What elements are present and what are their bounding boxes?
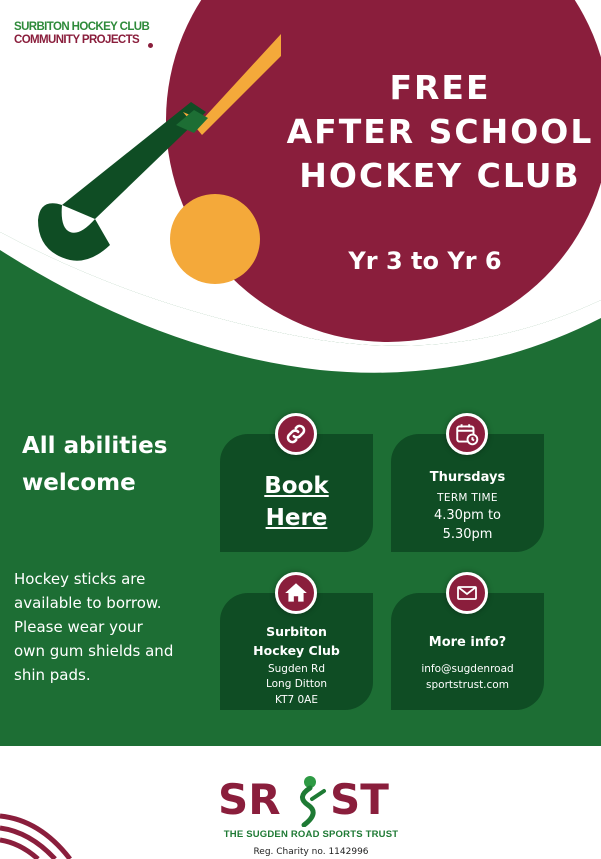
venue-name-line-1: Surbiton bbox=[266, 624, 327, 639]
venue-name-line-2: Hockey Club bbox=[253, 643, 340, 658]
equipment-info bbox=[14, 567, 214, 687]
contact-title: More info? bbox=[428, 635, 507, 650]
contact-email-line-2[interactable]: sportstrust.com bbox=[426, 679, 509, 691]
schedule-period: TERM TIME bbox=[437, 492, 498, 504]
equipment-line-1: Hockey sticks are bbox=[14, 570, 146, 588]
contact-email-line-1[interactable]: info@sugdenroad bbox=[421, 663, 514, 675]
schedule-time-start: 4.30pm to bbox=[433, 508, 502, 523]
venue-address-line-2: Long Ditton bbox=[265, 678, 328, 690]
abilities-line-2: welcome bbox=[22, 470, 136, 496]
year-range: Yr 3 to Yr 6 bbox=[348, 247, 502, 275]
equipment-line-4: own gum shields and bbox=[14, 642, 174, 660]
club-logo-line2: COMMUNITY PROJECTS bbox=[14, 34, 140, 46]
schedule-time-end: 5.30pm bbox=[442, 527, 493, 542]
book-here-link-line-2[interactable]: Here bbox=[265, 505, 328, 531]
calendar-clock-icon bbox=[446, 413, 488, 455]
title-line-2: AFTER SCHOOL bbox=[286, 112, 594, 151]
trust-name: THE SUGDEN ROAD SPORTS TRUST bbox=[223, 829, 399, 840]
abilities-line-1: All abilities bbox=[22, 433, 168, 459]
equipment-line-2: available to borrow. bbox=[14, 594, 162, 612]
club-logo-dot bbox=[148, 43, 153, 48]
equipment-line-5: shin pads. bbox=[14, 666, 91, 684]
corner-arcs bbox=[0, 816, 70, 859]
venue-address-line-1: Sugden Rd bbox=[267, 663, 326, 675]
link-icon[interactable] bbox=[275, 413, 317, 455]
venue-postcode: KT7 0AE bbox=[275, 694, 318, 706]
equipment-line-3: Please wear your bbox=[14, 618, 143, 636]
trust-logo bbox=[218, 775, 406, 825]
book-here-link-line-1[interactable]: Book bbox=[264, 473, 329, 499]
club-logo bbox=[10, 16, 159, 54]
hockey-ball bbox=[170, 194, 260, 284]
title-line-3: HOCKEY CLUB bbox=[299, 156, 581, 195]
title-line-1: FREE bbox=[389, 68, 491, 107]
charity-number: Reg. Charity no. 1142996 bbox=[253, 847, 369, 857]
hockey-player-icon bbox=[290, 775, 330, 827]
trust-logo-st: ST bbox=[330, 775, 389, 824]
abilities-heading bbox=[22, 428, 167, 502]
schedule-day: Thursdays bbox=[429, 470, 506, 485]
trust-logo-sr: SR bbox=[218, 775, 281, 824]
home-icon bbox=[275, 572, 317, 614]
envelope-icon bbox=[446, 572, 488, 614]
club-logo-line1: SURBITON HOCKEY CLUB bbox=[14, 21, 150, 33]
